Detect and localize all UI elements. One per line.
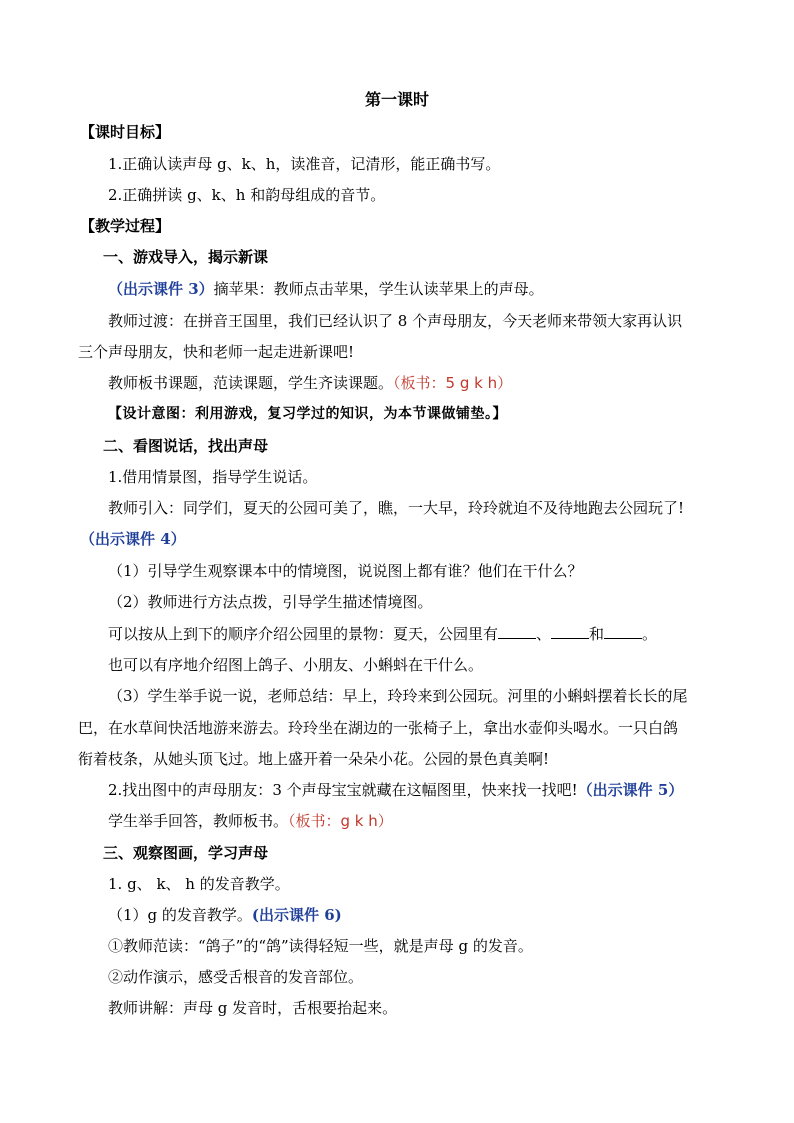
section-1-line-1-text: 摘苹果：教师点击苹果，学生认读苹果上的声母。 — [213, 280, 544, 298]
section-2-step-3-a: （3）学生举手说一说，老师总结：早上，玲玲来到公园玩。河里的小蝌蚪摆着长长的尾 — [108, 687, 688, 705]
section-3-line-3: ①教师范读：“鸽子”的“鸽”读得轻短一些，就是声母 g 的发音。 — [108, 937, 533, 955]
process-heading: 【教学过程】 — [80, 217, 171, 235]
board-note-2: （板书：g k h） — [288, 812, 393, 830]
courseware-tag-6: (出示课件 6) — [251, 906, 342, 924]
fill-blank-2 — [551, 624, 589, 639]
section-1-line-2: 教师过渡：在拼音王国里，我们已经认识了 8 个声母朋友，今天老师来带领大家再认识 — [108, 312, 683, 330]
courseware-tag: （出示课件 3） — [108, 280, 214, 298]
objectives-heading: 【课时目标】 — [80, 123, 171, 141]
section-2-title: 二、看图说话，找出声母 — [103, 437, 269, 455]
fill-in-line — [108, 624, 748, 644]
section-2-step-1: （1）引导学生观察课本中的情境图，说说图上都有谁？他们在干什么？ — [108, 562, 583, 580]
section-1-title: 一、游戏导入，揭示新课 — [103, 248, 269, 266]
section-2-step-3-b: 巴，在水草间快活地游来游去。玲玲坐在湖边的一张椅子上，拿出水壶仰头喝水。一只白鸽 — [78, 719, 679, 737]
section-2-line-2: 教师引入：同学们，夏天的公园可美了，瞧，一大早，玲玲就迫不及待地跑去公园玩了! — [108, 499, 685, 517]
section-1-line-1 — [108, 279, 748, 299]
section-1-line-4 — [108, 373, 748, 393]
section-2-find-text: 2.找出图中的声母朋友：3 个声母宝宝就藏在这幅图里，快来找一找吧! — [108, 781, 578, 799]
fill-separator-1: 、 — [536, 625, 552, 643]
section-2-order-line: 也可以有序地介绍图上鸽子、小朋友、小蝌蚪在干什么。 — [108, 656, 484, 674]
design-note: 【设计意图：利用游戏，复习学过的知识，为本节课做铺垫。】 — [108, 406, 507, 422]
section-3-line-5: 教师讲解：声母 g 发音时，舌根要抬起来。 — [108, 999, 398, 1017]
section-2-step-3-c: 衔着枝条，从她头顶飞过。地上盛开着一朵朵小花。公园的景色真美啊! — [78, 750, 550, 768]
courseware-tag-4: （出示课件 4） — [80, 530, 186, 548]
section-3-line-1: 1. g、 k、 h 的发音教学。 — [108, 875, 290, 893]
section-3-line-2 — [108, 905, 748, 925]
section-2-step-2: （2）教师进行方法点拨，引导学生描述情境图。 — [108, 593, 433, 611]
fill-in-text: 可以按从上到下的顺序介绍公园里的景物：夏天，公园里有 — [108, 625, 499, 643]
fill-separator-2: 和 — [589, 625, 605, 643]
section-1-line-3: 三个声母朋友，快和老师一起走进新课吧! — [78, 343, 355, 361]
page-title: 第一课时 — [364, 90, 429, 109]
fill-blank-1 — [498, 624, 536, 639]
section-2-answer-line — [108, 811, 748, 831]
section-3-title: 三、观察图画，学习声母 — [103, 844, 269, 862]
board-note: （板书：5 g k h） — [393, 374, 513, 392]
section-1-line-4-text: 教师板书课题，范读课题，学生齐读课题。 — [108, 374, 394, 392]
fill-end: 。 — [642, 625, 658, 643]
fill-blank-3 — [604, 624, 642, 639]
section-2-line-1: 1.借用情景图，指导学生说话。 — [108, 468, 318, 486]
section-2-answer-text: 学生举手回答，教师板书。 — [108, 812, 289, 830]
section-3-line-4: ②动作演示，感受舌根音的发音部位。 — [108, 968, 364, 986]
objective-item-2: 2.正确拼读 g、k、h 和韵母组成的音节。 — [108, 186, 386, 204]
courseware-tag-5: （出示课件 5） — [577, 781, 684, 799]
objective-item-1: 1.正确认读声母 g、k、h，读准音，记清形，能正确书写。 — [108, 155, 501, 173]
section-2-find-line — [108, 780, 748, 800]
section-3-line-2-text: （1）g 的发音教学。 — [108, 906, 252, 924]
